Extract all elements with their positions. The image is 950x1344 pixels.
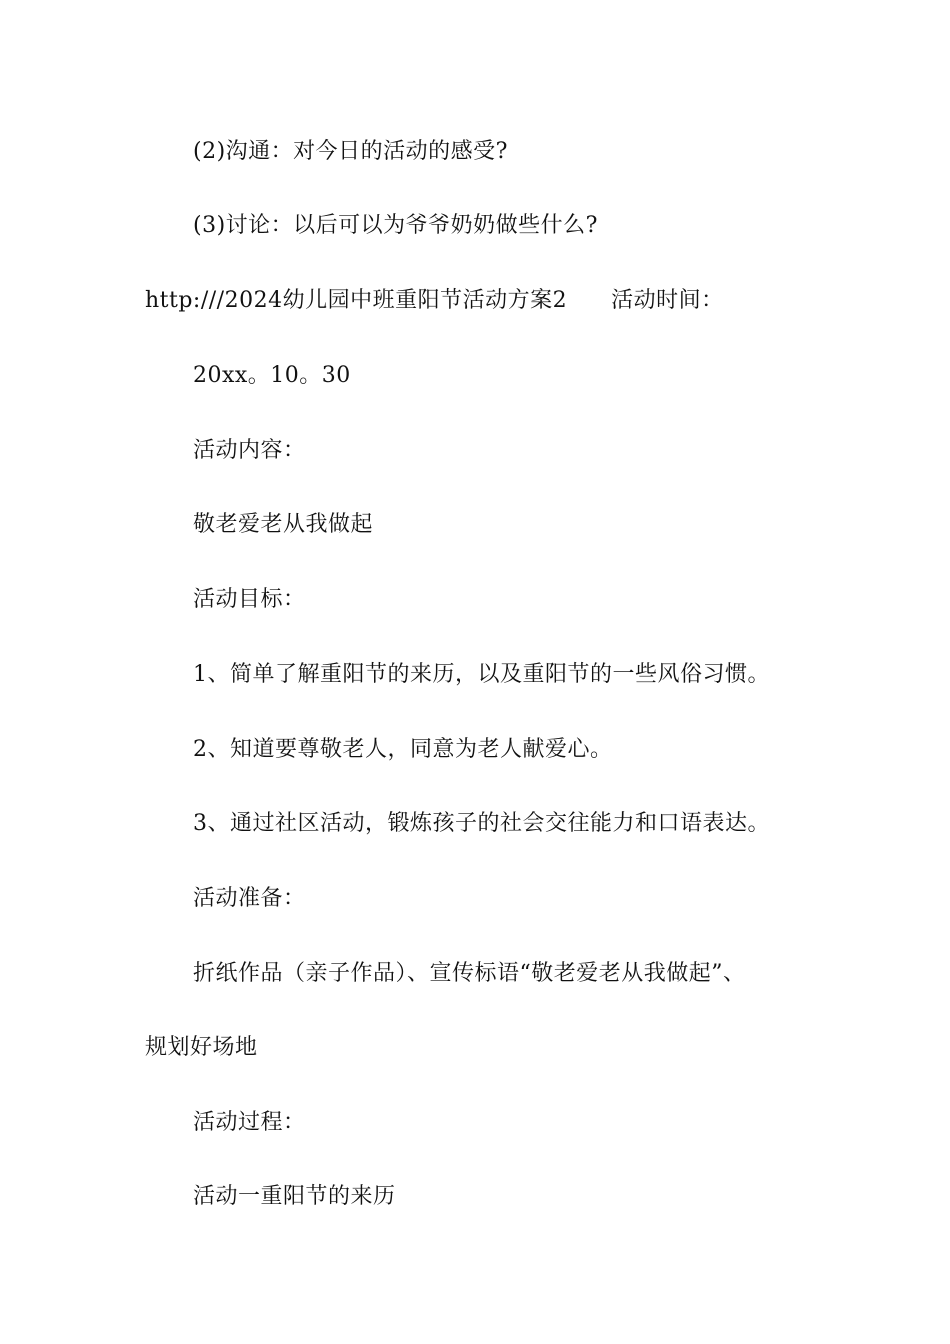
text-line-prep-label: 活动准备：: [193, 886, 306, 911]
text-line-prep-cont: 规划好场地: [145, 1035, 258, 1060]
section-title: http:///2024幼儿园中班重阳节活动方案2: [145, 288, 568, 313]
text-line-date: 20xx。10。30: [193, 363, 351, 388]
text-line-goal-1: 1、简单了解重阳节的来历，以及重阳节的一些风俗习惯。: [193, 662, 770, 687]
text-line-prep: 折纸作品（亲子作品）、宣传标语“敬老爱老从我做起”、: [193, 961, 746, 986]
text-line-communicate: (2)沟通：对今日的活动的感受?: [193, 139, 508, 164]
text-line-goal-3: 3、通过社区活动，锻炼孩子的社会交往能力和口语表达。: [193, 811, 770, 836]
text-line-process-label: 活动过程：: [193, 1110, 306, 1135]
text-line-heading: [145, 286, 724, 316]
activity-time-label: 活动时间：: [611, 288, 724, 313]
text-line-content: 敬老爱老从我做起: [193, 512, 374, 537]
text-line-goal-label: 活动目标：: [193, 587, 306, 612]
text-line-discuss: (3)讨论：以后可以为爷爷奶奶做些什么?: [193, 213, 598, 238]
text-line-goal-2: 2、知道要尊敬老人，同意为老人献爱心。: [193, 737, 613, 762]
text-line-content-label: 活动内容：: [193, 438, 306, 463]
text-line-activity-1: 活动一重阳节的来历: [193, 1184, 396, 1209]
